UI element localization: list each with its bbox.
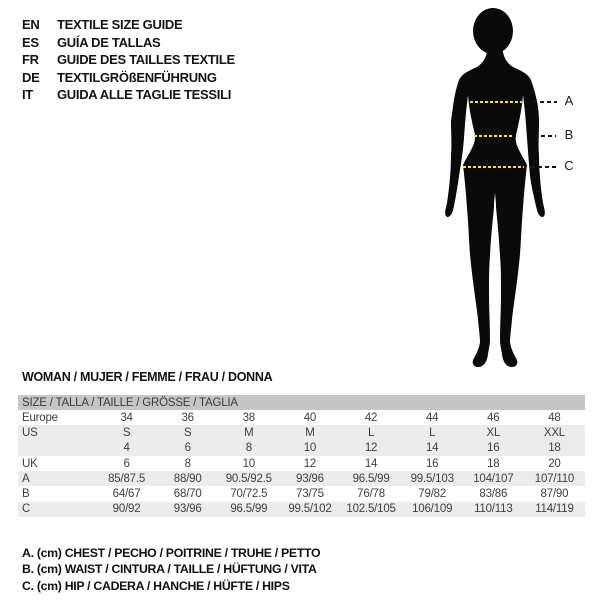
table-row [18, 425, 585, 440]
language-title-block [22, 16, 235, 104]
size-cell: 18 [548, 442, 561, 455]
size-table [18, 395, 585, 517]
size-cell: 46 [487, 411, 500, 424]
size-cell: 6 [123, 457, 130, 470]
size-cell: 10 [242, 457, 256, 470]
row-label: US [22, 426, 38, 439]
table-row [18, 502, 585, 517]
lang-row-it [22, 86, 235, 104]
table-row [18, 410, 585, 425]
size-cell: 12 [303, 457, 317, 470]
marker-a-label: A [564, 93, 574, 108]
lang-row-fr [22, 51, 235, 69]
size-cell: 107/110 [534, 472, 575, 485]
lang-code: IT [22, 87, 33, 103]
size-cell: 44 [425, 411, 439, 424]
table-row [18, 456, 585, 471]
size-cell: 106/109 [412, 503, 453, 516]
marker-c-label: C [564, 158, 574, 173]
size-cell: 96.5/99 [230, 503, 268, 516]
size-cell: 10 [303, 442, 317, 455]
legend-waist: B. (cm) WAIST / CINTURA / TAILLE / HÜFTUNG / VITA [22, 562, 317, 577]
woman-silhouette-icon [430, 4, 570, 368]
size-cell: 38 [242, 411, 256, 424]
row-label: Europe [22, 411, 58, 424]
lang-row-en [22, 16, 235, 34]
lang-code: ES [22, 34, 39, 50]
size-cell: 114/119 [535, 503, 574, 516]
row-label: C [22, 503, 31, 516]
section-title: WOMAN / MUJER / FEMME / FRAU / DONNA [22, 370, 273, 384]
lang-label: GUIDA ALLE TAGLIE TESSILI [57, 87, 232, 103]
size-cell: 99.5/103 [410, 472, 454, 485]
size-table-body [18, 410, 585, 517]
size-cell: 85/87.5 [108, 472, 146, 485]
lang-label: GUIDE DES TAILLES TEXTILE [57, 52, 235, 68]
size-cell: M [305, 426, 315, 439]
size-cell: 4 [123, 442, 130, 455]
size-cell: S [122, 426, 131, 439]
size-cell: 8 [184, 457, 191, 470]
size-cell: 18 [487, 457, 500, 470]
size-cell: 90.5/92.5 [225, 472, 272, 485]
size-cell: 93/96 [296, 472, 324, 485]
size-cell: S [183, 426, 192, 439]
size-cell: 6 [184, 442, 191, 455]
row-label [18, 441, 96, 456]
size-cell: 12 [364, 442, 378, 455]
size-cell: 70/72.5 [230, 488, 268, 501]
size-cell: 99.5/102 [288, 503, 332, 516]
table-row [18, 471, 585, 486]
marker-b-label: B [564, 127, 574, 142]
size-cell: 8 [245, 442, 252, 455]
legend-chest: A. (cm) CHEST / PECHO / POITRINE / TRUHE / PETTO [22, 546, 321, 560]
row-label: UK [22, 457, 38, 470]
size-cell: 87/90 [540, 488, 569, 501]
size-cell: 83/86 [479, 488, 508, 501]
lang-row-es [22, 34, 235, 52]
row-label: B [22, 488, 30, 501]
size-cell: 14 [364, 457, 378, 470]
size-cell: XXL [543, 426, 565, 439]
waist-measure-line [474, 135, 514, 137]
size-cell: 40 [303, 411, 317, 424]
size-cell: 79/82 [418, 488, 447, 501]
size-cell: 16 [425, 457, 439, 470]
waist-leader-line [534, 135, 556, 137]
size-cell: 68/70 [173, 488, 202, 501]
lang-row-de [22, 69, 235, 87]
row-label: A [22, 472, 30, 485]
size-cell: 102.5/105 [346, 503, 396, 516]
size-cell: 73/75 [296, 488, 324, 501]
size-cell: 110/113 [474, 503, 513, 516]
size-cell: 76/78 [357, 488, 385, 501]
lang-label: GUÍA DE TALLAS [57, 34, 161, 50]
size-cell: 104/107 [473, 472, 514, 485]
lang-code: FR [22, 52, 39, 68]
size-cell: 88/90 [173, 472, 202, 485]
lang-code: DE [22, 69, 40, 85]
chest-leader-line [533, 101, 557, 103]
chest-measure-line [470, 101, 522, 103]
size-cell: L [429, 426, 436, 439]
legend-hip: C. (cm) HIP / CADERA / HANCHE / HÜFTE / HIPS [22, 578, 290, 593]
size-cell: 16 [487, 442, 500, 455]
size-cell: 20 [548, 457, 561, 470]
size-cell: 36 [181, 411, 194, 424]
size-cell: 64/67 [112, 488, 141, 501]
size-cell: 93/96 [173, 503, 202, 516]
lang-label: TEXTILGRÖßENFÜHRUNG [57, 69, 217, 85]
size-cell: XL [486, 426, 501, 439]
size-cell: 48 [548, 411, 561, 424]
lang-code: EN [22, 17, 40, 33]
size-cell: 90/92 [112, 503, 141, 516]
size-cell: L [367, 426, 375, 439]
table-row [18, 441, 585, 456]
size-cell: 14 [425, 442, 439, 455]
size-cell: 96.5/99 [352, 472, 390, 485]
size-cell: M [244, 426, 254, 439]
size-cell: 42 [364, 411, 378, 424]
table-row [18, 486, 585, 501]
hip-measure-line [463, 166, 524, 168]
size-table-header: SIZE / TALLA / TAILLE / GRÖSSE / TAGLIA [18, 395, 585, 410]
hip-leader-line [531, 166, 556, 168]
measurement-legend [22, 545, 320, 594]
lang-label: TEXTILE SIZE GUIDE [57, 17, 183, 33]
size-cell: 34 [120, 411, 133, 424]
